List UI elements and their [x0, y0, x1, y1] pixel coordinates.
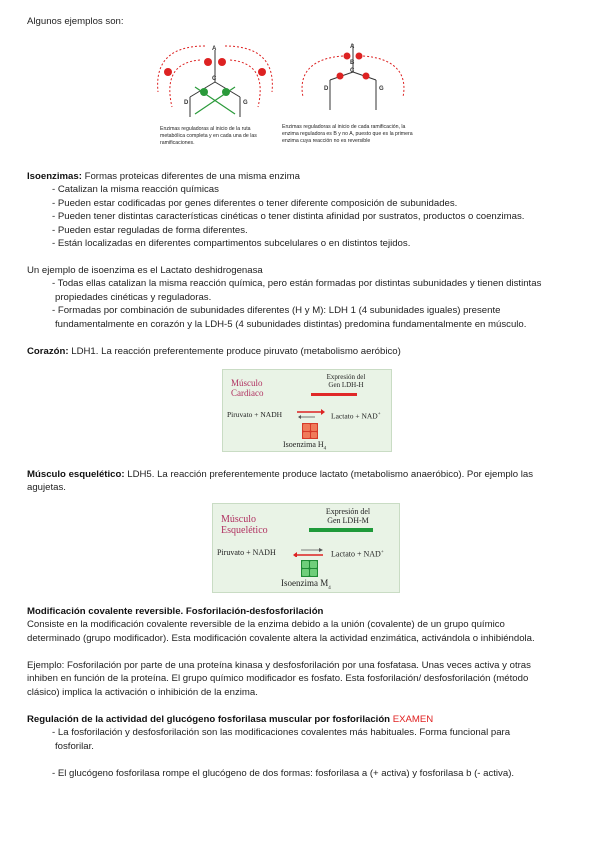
lactato-intro: Un ejemplo de isoenzima es el Lactato deshidrogenasa: [27, 265, 263, 276]
left-node-label: C: [212, 76, 217, 82]
lactato-bullet-cont: fundamentalmente en corazón y la LDH-5 (4 subunidades distintas) predomina fundamentalmente en músculo.: [55, 319, 527, 330]
covalente-heading: Modificación covalente reversible. Fosforilación-desfosforilación: [27, 606, 324, 617]
corazon-label: Corazón:: [27, 346, 69, 357]
tissue-label: Músculo Cardiaco: [231, 378, 264, 398]
reaction-right: Lactato + NAD+: [331, 411, 381, 421]
isoenzimas-bullet: - Están localizadas en diferentes compartimentos subcelulares o en distintos tejidos.: [52, 238, 411, 249]
ejemplo-text: clásico) implica la activación o inhibición de la enzima.: [27, 687, 258, 698]
right-node-label: A: [350, 44, 355, 50]
left-node-label: G: [243, 100, 248, 106]
isoenzyme-tetramer-icon: [302, 423, 318, 439]
isoenzimas-bullet: - Pueden estar codificadas por genes diferentes o tener diferente composición de subunidades.: [52, 198, 458, 209]
lactato-bullet-cont: propiedades cinéticas y reguladoras.: [55, 292, 212, 303]
right-node-label: C: [350, 68, 355, 74]
intro-text: Algunos ejemplos son:: [27, 16, 124, 27]
isoenzyme-label: Isoenzima $M_4$: [281, 578, 331, 591]
regulacion-bullet: - La fosforilación y desfosforilación son las modificaciones covalentes más habituales. Forma funcional para: [52, 727, 511, 738]
reaction-right: Lactato + NAD+: [331, 549, 384, 559]
reaction-arrows-icon: [293, 547, 327, 557]
expression-bar: [311, 393, 357, 396]
reaction-left: Piruvato + NADH: [227, 410, 283, 419]
left-pathway-diagram: [150, 42, 280, 122]
musculo-label: Músculo esquelético:: [27, 469, 125, 480]
regulacion-bullet: - El glucógeno fosforilasa rompe el glucógeno de dos formas: fosforilasa a (+ activa) y fosforilasa b (- activa).: [52, 768, 515, 779]
ejemplo-text: Ejemplo: Fosforilación por parte de una proteína kinasa y desfosforilación por una fosfatasa. Unas veces activa y otras: [27, 660, 531, 671]
covalente-text: determinado (grupo modificador). Esta modificación covalente altera la actividad enzimática, activándola o inhibiéndola.: [27, 633, 535, 644]
ldh-m-figure: [212, 503, 400, 593]
exam-tag: EXAMEN: [392, 714, 434, 725]
covalente-text: Consiste en la modificación covalente reversible de la enzima debido a la unión (covalente) de un grupo químico: [27, 619, 505, 630]
isoenzyme-tetramer-icon: [301, 560, 318, 577]
left-node-label: D: [184, 100, 189, 106]
reaction-left: Piruvato + NADH: [217, 548, 276, 557]
isoenzimas-bullet: - Pueden estar reguladas de forma diferentes.: [52, 225, 248, 236]
gene-expression-label: Expresión del Gen LDH-H: [326, 373, 366, 389]
lactato-bullet: - Formadas por combinación de subunidades diferentes (H y M): LDH 1 (4 subunidades iguales) presente: [52, 305, 501, 316]
right-node-label: D: [324, 86, 329, 92]
regulacion-heading: Regulación de la actividad del glucógeno fosforilasa muscular por fosforilación: [27, 714, 393, 725]
isoenzimas-bullet: - Pueden tener distintas características cinéticas o tener distinta afinidad por sustratos, productos o coenzimas.: [52, 211, 525, 222]
reaction-arrows-icon: [295, 409, 325, 419]
corazon-paragraph: [27, 345, 575, 358]
isoenzyme-label: Isoenzima $H_4$: [283, 440, 327, 452]
isoenzimas-definition: Formas proteicas diferentes de una misma enzima: [81, 171, 301, 182]
isoenzimas-paragraph: [27, 170, 575, 183]
lactato-bullet: - Todas ellas catalizan la misma reacción química, pero están formadas por distintas subunidades y tienen distintas: [52, 278, 542, 289]
left-node-label: A: [212, 46, 217, 52]
ldh-h-figure: [222, 369, 392, 452]
caption-right: Enzimas reguladoras al inicio de cada ramificación, la enzima reguladora es B y no A, puesto que es la primera enzima cuya reacción no es reversible: [282, 124, 413, 144]
regulation-figure: [148, 42, 428, 156]
gene-expression-label: Expresión del Gen LDH-M: [325, 507, 371, 525]
caption-left: Enzimas reguladoras al inicio de la ruta metabólica completa y en cada una de las ramificaciones.: [160, 126, 257, 146]
expression-bar: [309, 528, 373, 532]
regulacion-bullet-cont: fosforilar.: [55, 741, 94, 752]
isoenzimas-heading: Isoenzimas:: [27, 171, 82, 182]
musculo-paragraph: [27, 468, 575, 481]
ejemplo-text: inhiben en función de la proteína. El grupo químico modificador es fosfato. Esta fosforilación/ desfosforilación (método: [27, 673, 529, 684]
regulacion-heading-line: [27, 713, 575, 726]
corazon-text: LDH1. La reacción preferentemente produce piruvato (metabolismo aeróbico): [68, 346, 401, 357]
musculo-text: LDH5. La reacción preferentemente produce lactato (metabolismo anaeróbico). Por ejemplo las: [124, 469, 534, 480]
right-node-label: B: [350, 60, 355, 66]
right-pathway-diagram: [288, 42, 418, 114]
isoenzimas-bullet: - Catalizan la misma reacción químicas: [52, 184, 219, 195]
tissue-label: Músculo Esquelético: [221, 514, 268, 536]
right-node-label: G: [379, 86, 384, 92]
musculo-text-cont: agujetas.: [27, 482, 66, 493]
